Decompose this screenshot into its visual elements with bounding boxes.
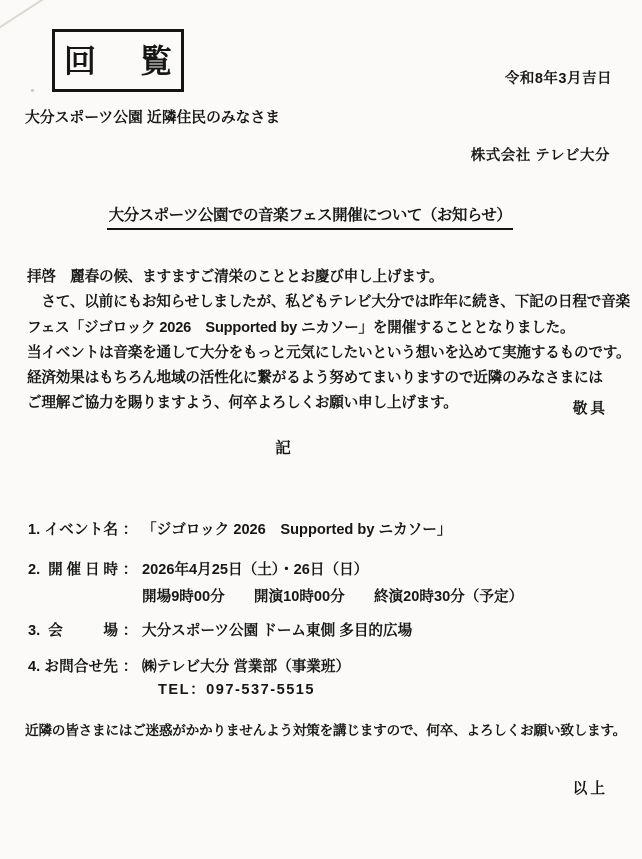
- kairan-stamp-text: 回 覧: [63, 42, 178, 79]
- item-contact-label: 4. お問合せ先: [28, 659, 118, 675]
- item-event-name: [28, 518, 451, 539]
- title-row: [0, 203, 620, 230]
- closing-keigu: 敬具: [572, 401, 608, 417]
- document-title: 大分スポーツ公園での音楽フェス開催について（お知らせ）: [107, 203, 514, 230]
- item-venue-value: 大分スポーツ公園 ドーム東側 多目的広場: [142, 623, 413, 639]
- item-venue-label: 3. 会 場: [28, 623, 118, 639]
- item-venue: [28, 619, 412, 640]
- body-line-3: フェス「ジゴロック 2026 Supported by ニカソー」を開催することとなりました。: [27, 319, 575, 336]
- footer-note: 近隣の皆さまにはご迷惑がかかりませんよう対策を講じますので、何卒、よろしくお願い致します。: [25, 723, 627, 738]
- addressee-line: 大分スポーツ公園 近隣住民のみなさま: [25, 110, 281, 126]
- item-contact-colon: ：: [122, 659, 138, 675]
- body-line-1: 拝啓 麗春の候、ますますご清栄のこととお慶び申し上げます。: [27, 269, 444, 285]
- scan-streak-artifact: [0, 0, 57, 32]
- end-marker-ijou: 以上: [572, 781, 608, 797]
- body-line-6: ご理解ご協力を賜りますよう、何卒よろしくお願い申し上げます。: [27, 395, 458, 412]
- body-line-2: さて、以前にもお知らせしましたが、私どもテレビ大分では昨年に続き、下記の日程で音楽: [27, 294, 630, 311]
- scan-speck-artifact: [31, 89, 34, 92]
- item-contact-phone: TEL：097-537-5515: [158, 682, 316, 698]
- body-line-4: 当イベントは音楽を通して大分をもっと元気にしたいという想いを込めて実施するものです。: [27, 344, 631, 361]
- item-venue-colon: ：: [122, 623, 138, 639]
- item-event-name-label: 1. イベント名: [28, 522, 118, 538]
- item-date-time-colon: ：: [122, 562, 138, 578]
- body-line-5: 経済効果はもちろん地域の活性化に繋がるよう努めてまいりますので近隣のみなさまには: [27, 370, 603, 387]
- sender-company: 株式会社 テレビ大分: [470, 148, 610, 164]
- item-date-time-label: 2. 開催日時: [28, 562, 118, 578]
- item-date-time-schedule: 開場9時00分 開演10時00分 終演20時30分（予定）: [142, 589, 524, 605]
- item-contact-value: ㈱テレビ大分 営業部（事業班）: [142, 659, 351, 675]
- item-contact: [28, 655, 350, 676]
- item-event-name-value: 「ジゴロック 2026 Supported by ニカソー」: [142, 522, 452, 538]
- kairan-stamp-box: [52, 29, 184, 92]
- record-marker-ki: 記: [275, 440, 291, 457]
- item-date-time: [28, 558, 368, 579]
- document-date: 令和8年3月吉日: [504, 71, 612, 87]
- body-paragraph: [27, 265, 631, 417]
- item-date-time-value: 2026年4月25日（土）・26日（日）: [142, 562, 369, 578]
- item-event-name-colon: ：: [122, 522, 138, 538]
